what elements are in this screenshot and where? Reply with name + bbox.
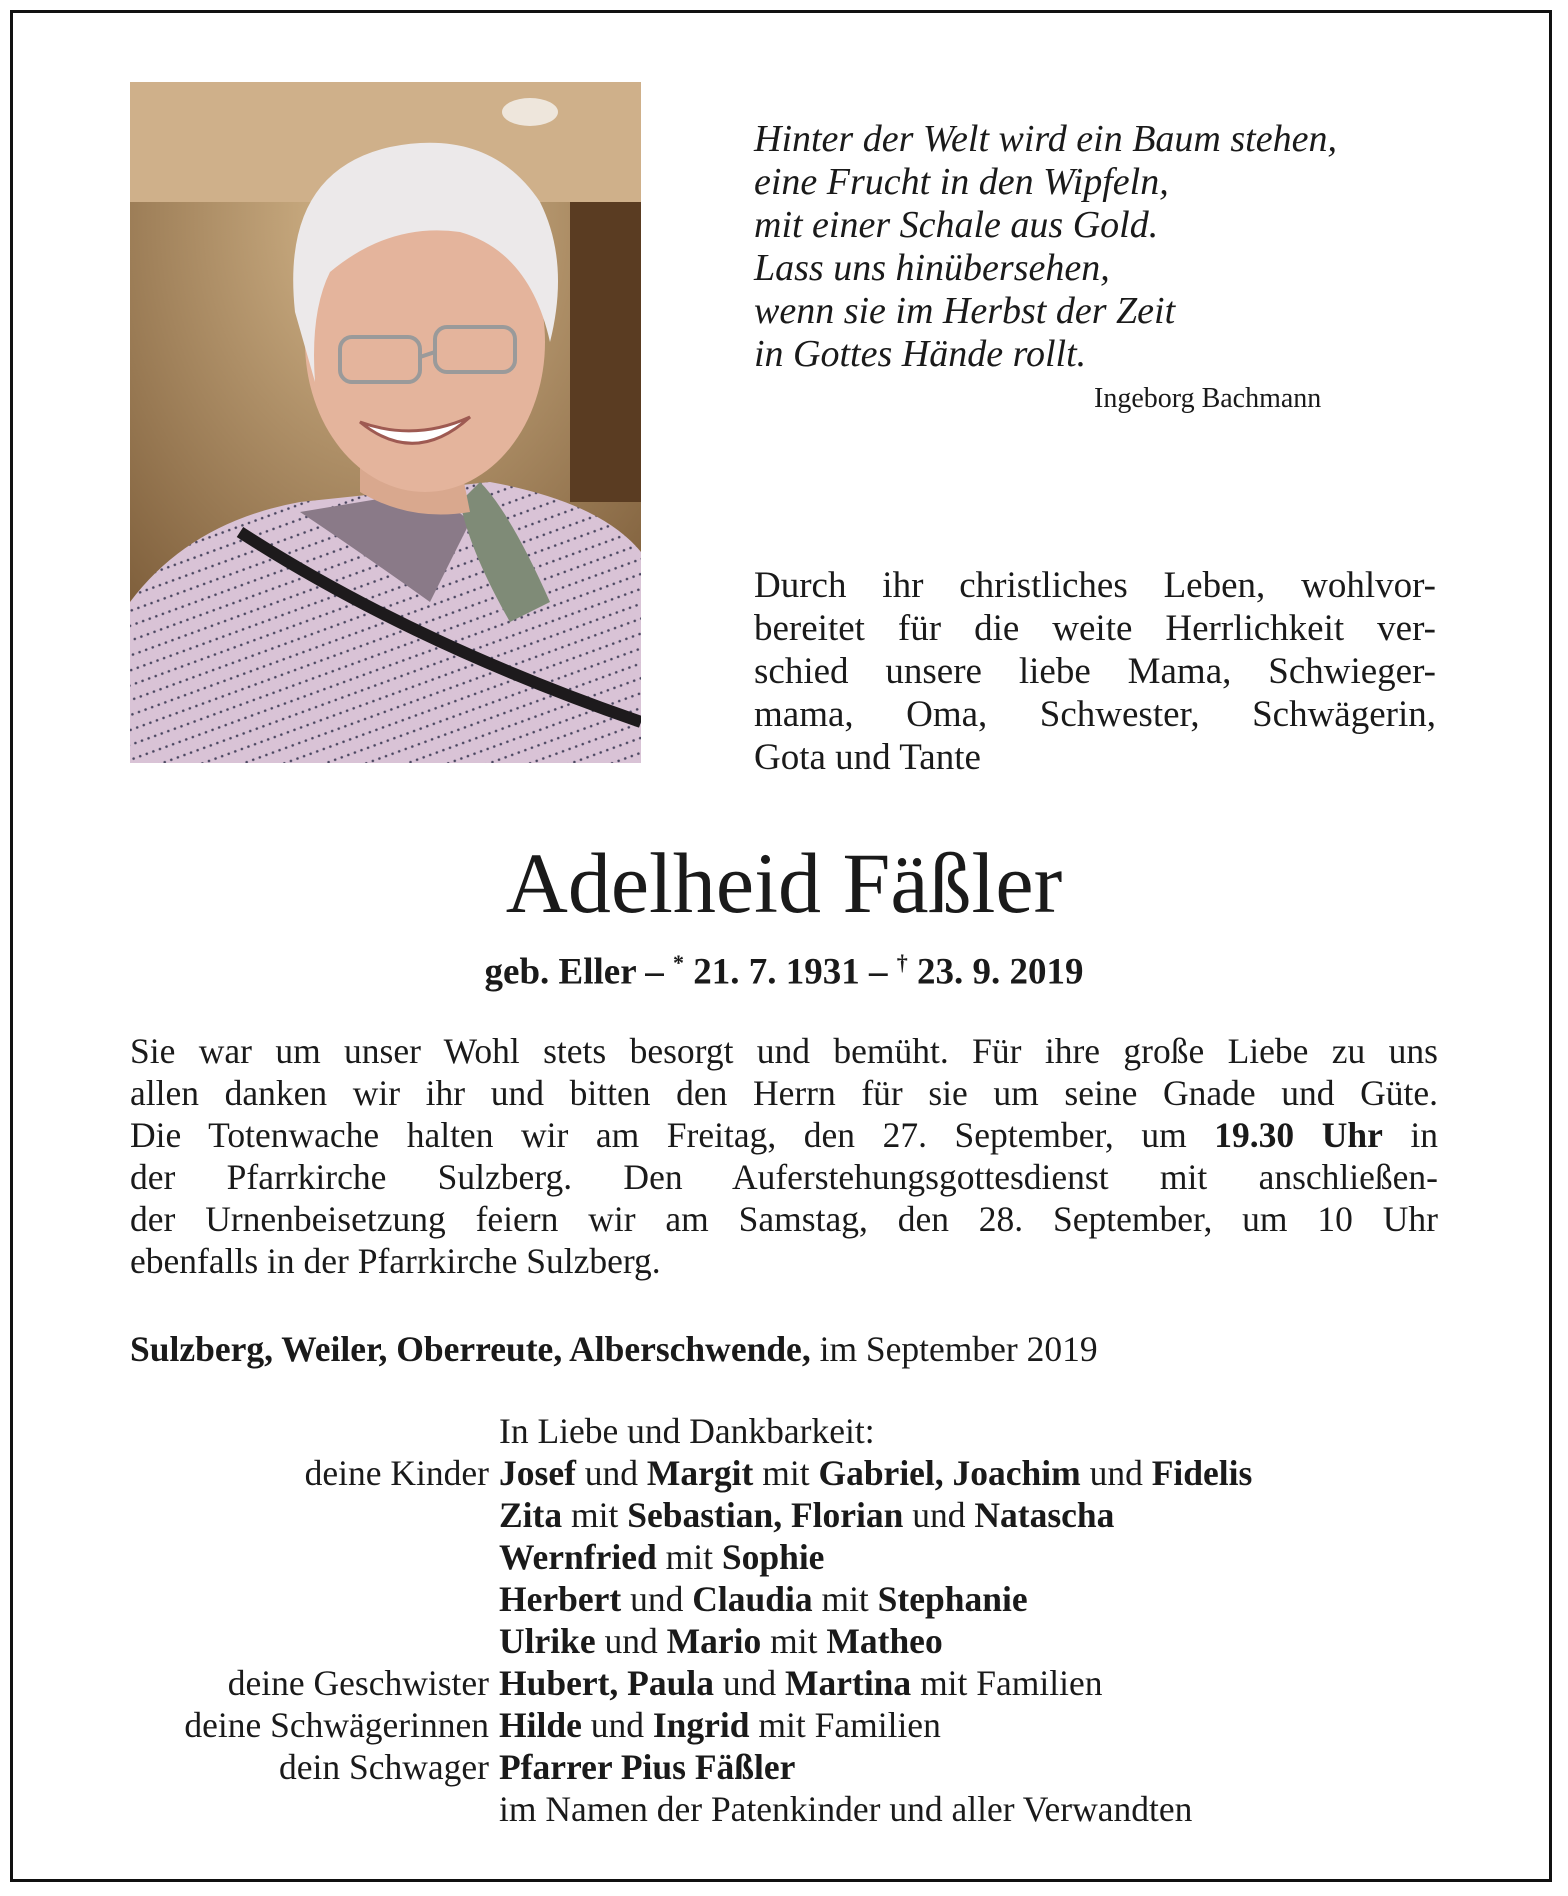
children-line [499, 1494, 1438, 1536]
intro-text [754, 564, 1436, 779]
person: Gabriel, Joachim [818, 1453, 1081, 1493]
empty-label [130, 1536, 499, 1578]
poem-line: wenn sie im Herbst der Zeit [754, 290, 1176, 332]
body-text: in [1382, 1115, 1439, 1155]
intro-line: mama, Oma, Schwester, Schwägerin, [754, 694, 1436, 735]
life-dates [0, 950, 1568, 993]
children-line [499, 1452, 1438, 1494]
person: Mario [666, 1621, 762, 1661]
person: Ingrid [652, 1705, 750, 1745]
children-row [130, 1620, 1438, 1662]
children-row [130, 1494, 1438, 1536]
signature-block [130, 1410, 1438, 1830]
body-line: der Urnenbeisetzung feiern wir am Samstag, den 28. September, um 10 Uhr [130, 1199, 1438, 1239]
intro-line: schied unsere liebe Mama, Schwieger- [754, 651, 1436, 692]
children-label: deine Kinder [304, 1453, 489, 1493]
children-row [130, 1578, 1438, 1620]
brother-in-law-label: dein Schwager [279, 1747, 489, 1787]
poem-line: eine Frucht in den Wipfeln, [754, 161, 1169, 203]
intro-line: Gota und Tante [754, 737, 981, 778]
intro-line: bereitet für die weite Herrlichkeit ver- [754, 608, 1436, 649]
empty-label [130, 1788, 499, 1830]
sisters-in-law-line [499, 1704, 1438, 1746]
person: Hilde [499, 1705, 582, 1745]
body-text: Die Totenwache halten wir am Freitag, den 27. September, um [130, 1115, 1215, 1155]
deceased-name: Adelheid Fäßler [505, 835, 1063, 931]
poem-line: mit einer Schale aus Gold. [754, 204, 1159, 246]
conj: mit [812, 1579, 878, 1619]
signature-heading: In Liebe und Dankbarkeit: [499, 1411, 875, 1451]
conj: und [575, 1453, 647, 1493]
children-line [499, 1620, 1438, 1662]
conj: und [595, 1621, 667, 1661]
conj: mit [753, 1453, 819, 1493]
person: Stephanie [877, 1579, 1028, 1619]
person: Sebastian, Florian [627, 1495, 904, 1535]
birth-name: geb. Eller – [484, 951, 673, 993]
person: Martina [784, 1663, 912, 1703]
empty-label [130, 1578, 499, 1620]
place-date [130, 1328, 1098, 1370]
empty-label [130, 1410, 499, 1452]
conj: und [581, 1705, 653, 1745]
person: Josef [499, 1453, 576, 1493]
children-line [499, 1536, 1438, 1578]
died-symbol: † [896, 950, 908, 975]
sisters-in-law-label: deine Schwägerinnen [184, 1705, 489, 1745]
date: im September 2019 [810, 1329, 1098, 1369]
siblings-line [499, 1662, 1438, 1704]
conj: und [713, 1663, 785, 1703]
portrait-photo [130, 82, 641, 763]
person: Margit [646, 1453, 754, 1493]
person: Natascha [974, 1495, 1115, 1535]
poem-author: Ingeborg Bachmann [1094, 383, 1322, 414]
conj: mit Familien [911, 1663, 1103, 1703]
sisters-in-law-row [130, 1704, 1438, 1746]
intro-line: Durch ihr christliches Leben, wohlvor- [754, 565, 1436, 606]
person: Hubert, Paula [499, 1663, 714, 1703]
conj: mit [656, 1537, 722, 1577]
born-symbol: * [672, 950, 684, 975]
conj: und [1080, 1453, 1152, 1493]
person: Herbert [499, 1579, 622, 1619]
birth-date: 21. 7. 1931 – [683, 951, 897, 993]
person: Ulrike [499, 1621, 596, 1661]
siblings-row [130, 1662, 1438, 1704]
body-line: Sie war um unser Wohl stets besorgt und bemüht. Für ihre große Liebe zu uns [130, 1031, 1438, 1071]
closing-line: im Namen der Patenkinder und aller Verwandten [499, 1789, 1193, 1829]
empty-label [130, 1494, 499, 1536]
conj: mit [562, 1495, 628, 1535]
children-row [130, 1452, 1438, 1494]
person: Claudia [692, 1579, 813, 1619]
announcement-text [130, 1030, 1438, 1282]
conj: mit [761, 1621, 827, 1661]
person: Zita [499, 1495, 563, 1535]
person: Sophie [721, 1537, 825, 1577]
brother-in-law-line [499, 1746, 1438, 1788]
siblings-label: deine Geschwister [227, 1663, 489, 1703]
towns: Sulzberg, Weiler, Oberreute, Alberschwende, [130, 1329, 811, 1369]
body-line: ebenfalls in der Pfarrkirche Sulzberg. [130, 1241, 661, 1281]
signature-heading-row [130, 1410, 1438, 1452]
brother-in-law-row [130, 1746, 1438, 1788]
body-line: der Pfarrkirche Sulzberg. Den Auferstehungsgottesdienst mit anschließen- [130, 1157, 1438, 1197]
closing-row [130, 1788, 1438, 1830]
person: Fidelis [1151, 1453, 1253, 1493]
poem-line: Lass uns hinübersehen, [754, 247, 1110, 289]
person: Pfarrer Pius Fäßler [499, 1747, 796, 1787]
conj: mit Familien [749, 1705, 941, 1745]
children-line [499, 1578, 1438, 1620]
children-row [130, 1536, 1438, 1578]
conj: und [621, 1579, 693, 1619]
body-line [130, 1114, 1438, 1156]
poem-line: in Gottes Hände rollt. [754, 333, 1087, 375]
wake-time: 19.30 Uhr [1214, 1115, 1383, 1155]
poem [754, 118, 1394, 376]
death-date: 23. 9. 2019 [907, 951, 1084, 993]
person: Wernfried [499, 1537, 657, 1577]
empty-label [130, 1620, 499, 1662]
body-line: allen danken wir ihr und bitten den Herrn für sie um seine Gnade und Güte. [130, 1073, 1438, 1113]
person: Matheo [826, 1621, 943, 1661]
poem-line: Hinter der Welt wird ein Baum stehen, [754, 118, 1337, 160]
conj: und [903, 1495, 975, 1535]
